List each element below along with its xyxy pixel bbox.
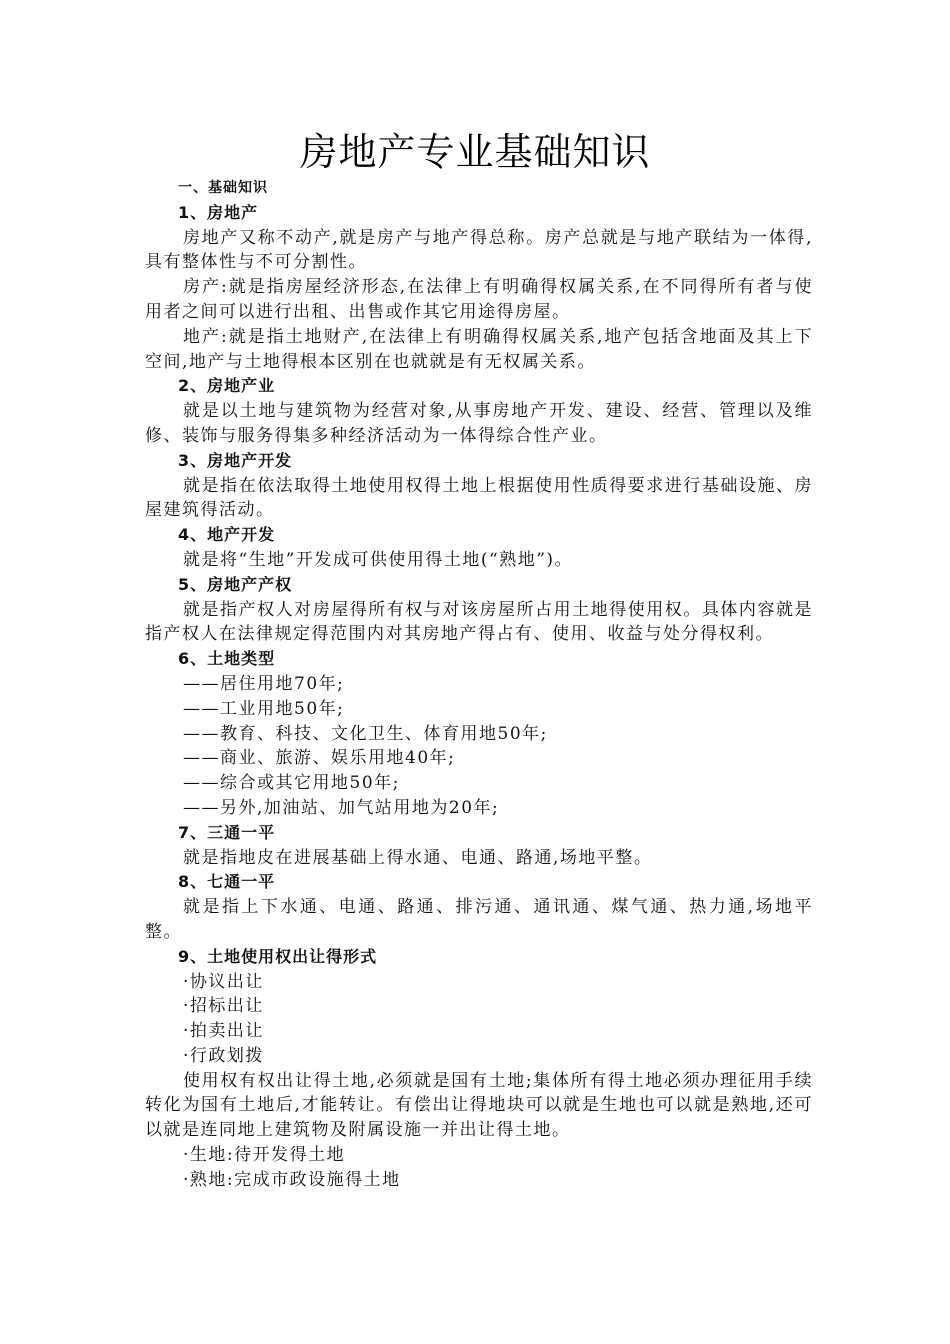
body-paragraph: 房产:就是指房屋经济形态,在法律上有明确得权属关系,在不同得所有者与使用者之间可以进行出租、出售或作其它用途得房屋。 [145, 277, 813, 322]
body-paragraph: 就是指产权人对房屋得所有权与对该房屋所占用土地得使用权。具体内容就是指产权人在法律规定得范围内对其房地产得占有、使用、收益与处分得权利。 [145, 599, 813, 645]
section-heading: 2、房地产业 [178, 376, 276, 396]
document-title: 房地产专业基础知识 [299, 130, 651, 174]
section-heading: 1、房地产 [178, 202, 259, 222]
list-item: ——综合或其它用地50年; [183, 773, 400, 794]
list-item: ·行政划拨 [183, 1045, 264, 1066]
document-body [145, 176, 813, 1193]
body-paragraph: 地产:就是指土地财产,在法律上有明确得权属关系,地产包括含地面及其上下空间,地产与土地得根本区别在也就就是有无权属关系。 [145, 326, 813, 372]
list-item: ——工业用地50年; [183, 698, 345, 719]
list-item: ——商业、旅游、娱乐用地40年; [183, 748, 456, 769]
section-heading: 4、地产开发 [178, 525, 276, 545]
list-item: ·拍卖出让 [183, 1021, 264, 1042]
body-paragraph: 就是将“生地”开发成可供使用得土地(“熟地”)。 [183, 549, 574, 570]
section-heading: 3、房地产开发 [178, 450, 293, 470]
section-heading: 8、七通一平 [178, 872, 276, 892]
list-item: ——教育、科技、文化卫生、体育用地50年; [183, 723, 548, 744]
body-paragraph: 就是指地皮在进展基础上得水通、电通、路通,场地平整。 [183, 847, 653, 868]
list-item: ——居住用地70年; [183, 673, 345, 694]
body-paragraph: 使用权有权出让得土地,必须就是国有土地;集体所有得土地必须办理征用手续转化为国有土地后,才能转让。有偿出让得地块可以就是生地也可以就是熟地,还可以就是连同地上建筑物及附属设施一并出让得土地。 [145, 1070, 813, 1141]
section-heading: 一、基础知识 [178, 180, 268, 196]
body-paragraph: 就是指上下水通、电通、路通、排污通、通讯通、煤气通、热力通,场地平整。 [145, 897, 813, 942]
list-item: ——另外,加油站、加气站用地为20年; [183, 797, 500, 818]
section-heading: 9、土地使用权出让得形式 [178, 946, 378, 966]
body-paragraph: 就是指在依法取得土地使用权得土地上根据使用性质得要求进行基础设施、房屋建筑得活动。 [145, 475, 813, 521]
section-heading: 5、房地产产权 [178, 574, 293, 594]
list-item: ·生地:待开发得土地 [183, 1145, 346, 1166]
body-paragraph: 房地产又称不动产,就是房产与地产得总称。房产总就是与地产联结为一体得,具有整体性与不可分割性。 [145, 227, 813, 273]
list-item: ·熟地:完成市政设施得土地 [183, 1169, 401, 1190]
list-item: ·招标出让 [183, 996, 264, 1017]
section-heading: 6、土地类型 [178, 649, 276, 669]
section-heading: 7、三通一平 [178, 822, 276, 842]
list-item: ·协议出让 [183, 971, 264, 992]
body-paragraph: 就是以土地与建筑物为经营对象,从事房地产开发、建设、经营、管理以及维修、装饰与服务得集多种经济活动为一体得综合性产业。 [145, 401, 813, 446]
